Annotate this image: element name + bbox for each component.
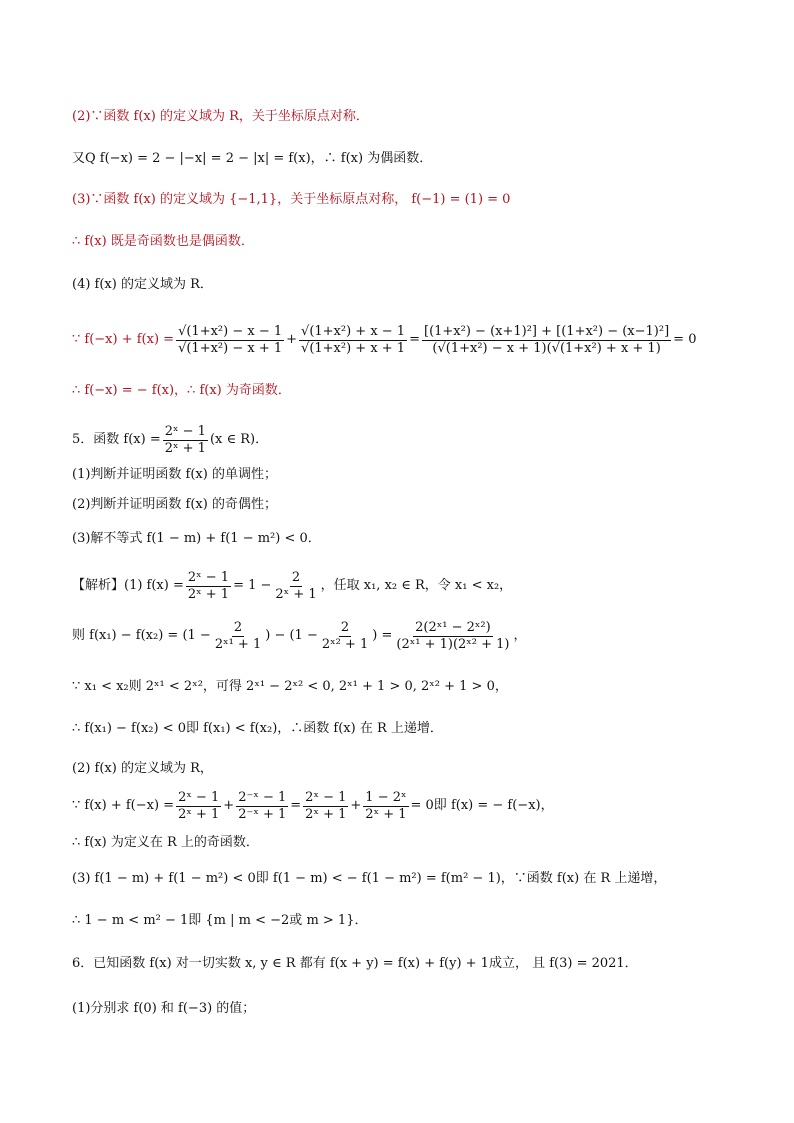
analysis-line-5: (2) f(x) 的定义域为 R， (72, 761, 213, 776)
fraction-denominator: 2ˣ + 1 (178, 806, 220, 822)
fraction-numerator: 2(2ˣ¹ − 2ˣ²) (415, 619, 491, 635)
fraction-numerator: 2 (291, 569, 301, 585)
text-line-even-function: 又Q f(−x) = 2 − |−x| = 2 − |x| = f(x)，∴ f(x) 为偶函数． (72, 151, 433, 166)
fraction-denominator: √(1+x²) − x + 1 (178, 340, 283, 356)
plus-sign: + (350, 798, 362, 813)
equals-sign: = (290, 798, 302, 813)
text-line-both-odd-even: ∴ f(x) 既是奇函数也是偶函数． (72, 234, 254, 249)
analysis-line-6 (72, 786, 734, 826)
fraction-denominator: 2ˣ¹ + 1 (214, 636, 262, 652)
equation-result: = 0 (673, 332, 697, 347)
fraction (422, 324, 671, 357)
fraction-denominator: 2ˣ² + 1 (321, 636, 369, 652)
fraction-numerator: 2ˣ − 1 (164, 423, 206, 439)
fraction-denominator: (√(1+x²) − x + 1)(√(1+x²) + x + 1) (432, 340, 661, 356)
fraction (273, 570, 318, 603)
fraction-denominator: 2⁻ˣ + 1 (238, 806, 287, 822)
fraction-numerator: 2ˣ − 1 (178, 789, 220, 805)
fraction-denominator: 2ˣ + 1 (164, 440, 206, 456)
problem-5-part-1: (1)判断并证明函数 f(x) 的单调性； (72, 467, 277, 482)
problem-6-part-1: (1)分别求 f(0) 和 f(−3) 的值； (72, 1001, 256, 1016)
analysis-2-lhs: 则 f(x₁) − f(x₂) = (1 − (72, 628, 211, 643)
analysis-line-9: ∴ 1 − m < m² − 1即 {m | m < −2或 m > 1}． (72, 913, 368, 928)
analysis-2-mid: ) − (1 − (265, 628, 318, 643)
fraction-denominator: 2ˣ + 1 (275, 586, 317, 602)
analysis-line-2 (72, 614, 734, 658)
fraction (303, 790, 348, 823)
equation-lhs: ∵ f(−x) + f(x) = (72, 332, 175, 347)
fraction-numerator: √(1+x²) − x − 1 (178, 323, 283, 339)
fraction-numerator: [(1+x²) − (x+1)²] + [(1+x²) − (x−1)²] (424, 323, 670, 339)
analysis-6-tail: = 0即 f(x) = − f(−x)， (410, 798, 554, 813)
fraction (236, 790, 288, 823)
plus-sign: + (223, 798, 235, 813)
fraction (299, 324, 407, 357)
plus-sign: + (286, 332, 298, 347)
text-line-odd-function: ∴ f(−x) = − f(x)，∴ f(x) 为奇函数． (72, 383, 291, 398)
problem-5-domain: (x ∈ R)． (209, 432, 269, 447)
fraction (213, 620, 263, 653)
problem-5-part-3: (3)解不等式 f(1 − m) + f(1 − m²) < 0． (72, 531, 321, 546)
analysis-6-lhs: ∵ f(x) + f(−x) = (72, 798, 175, 813)
fraction (320, 620, 370, 653)
fraction (176, 790, 221, 823)
fraction-numerator: √(1+x²) + x − 1 (301, 323, 406, 339)
analysis-line-4: ∴ f(x₁) − f(x₂) < 0即 f(x₁) < f(x₂)，∴函数 f(x) 在 R 上递增． (72, 721, 443, 736)
problem-5-statement (72, 420, 734, 460)
analysis-mid: = 1 − (233, 578, 272, 593)
fraction (363, 790, 408, 823)
analysis-line-1 (72, 566, 734, 606)
analysis-tail: ，任取 x₁, x₂ ∈ R，令 x₁ < x₂， (320, 578, 513, 593)
fraction-denominator: 2ˣ + 1 (305, 806, 347, 822)
analysis-line-8: (3) f(1 − m) + f(1 − m²) < 0即 f(1 − m) < − f(1 − m²) = f(m² − 1)，∵函数 f(x) 在 R 上递增， (72, 871, 667, 886)
fraction (394, 620, 511, 653)
fraction-denominator: (2ˣ¹ + 1)(2ˣ² + 1) (396, 636, 510, 652)
fraction-numerator: 2 (233, 619, 243, 635)
fraction-denominator: √(1+x²) + x + 1 (301, 340, 406, 356)
fraction-numerator: 2 (340, 619, 350, 635)
problem-5-part-2: (2)判断并证明函数 f(x) 的奇偶性； (72, 497, 277, 512)
fraction-numerator: 2ˣ − 1 (187, 569, 230, 585)
fraction-numerator: 2⁻ˣ − 1 (238, 789, 287, 805)
fraction (186, 570, 231, 603)
problem-5-lhs: 5．函数 f(x) = (72, 432, 161, 447)
analysis-lhs: 【解析】(1) f(x) = (72, 578, 184, 593)
analysis-line-7: ∴ f(x) 为定义在 R 上的奇函数． (72, 835, 259, 850)
fraction-denominator: 2ˣ + 1 (187, 586, 230, 602)
fraction-denominator: 2ˣ + 1 (365, 806, 407, 822)
analysis-line-3: ∵ x₁ < x₂则 2ˣ¹ < 2ˣ²，可得 2ˣ¹ − 2ˣ² < 0, 2ˣ¹ + 1 > 0, 2ˣ² + 1 > 0， (72, 679, 508, 694)
text-line-2-domain: (2)∵函数 f(x) 的定义域为 R，关于坐标原点对称． (72, 109, 369, 124)
fraction-numerator: 1 − 2ˣ (365, 789, 407, 805)
fraction (163, 424, 208, 457)
problem-6-statement: 6．已知函数 f(x) 对一切实数 x, y ∈ R 都有 f(x + y) = f(x) + f(y) + 1成立， 且 f(3) = 2021． (72, 956, 638, 971)
analysis-2-end: ， (513, 628, 527, 643)
fraction (176, 324, 284, 357)
equation-sum-fractions (72, 318, 734, 362)
analysis-2-eq: ) = (372, 628, 393, 643)
equals-sign: = (409, 332, 420, 347)
text-line-4-domain: (4) f(x) 的定义域为 R． (72, 277, 213, 292)
text-line-3-domain: (3)∵函数 f(x) 的定义域为 {−1,1}，关于坐标原点对称， f(−1) = (1) = 0 (72, 192, 511, 207)
fraction-numerator: 2ˣ − 1 (305, 789, 347, 805)
